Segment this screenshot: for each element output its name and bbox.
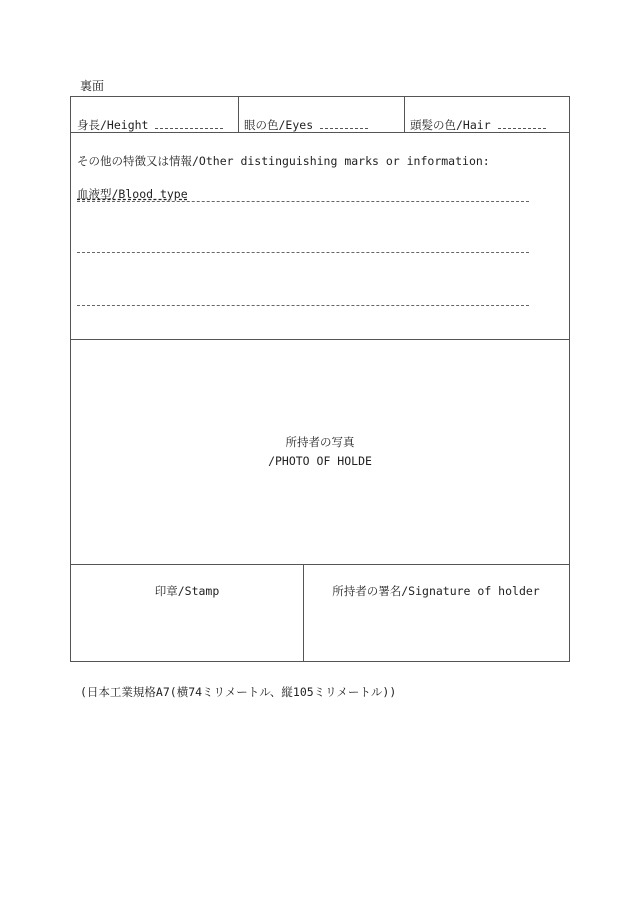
signature-label: 所持者の署名/Signature of holder [332,584,540,598]
photo-caption-en: /PHOTO OF HOLDE [268,454,372,468]
hair-blank[interactable] [498,118,546,129]
other-info-label: その他の特徴又は情報/Other distinguishing marks or information: [77,154,490,168]
height-label: 身長/Height [77,118,149,132]
blood-type-label: 血液型/Blood type [77,187,188,201]
divider-stamp-signature [303,564,304,661]
eyes-field[interactable] [244,117,368,133]
divider-height-eyes [238,97,239,132]
divider-eyes-hair [404,97,405,132]
hair-label: 頭髪の色/Hair [410,118,491,132]
divider-other [71,339,569,340]
hair-field[interactable] [410,117,546,133]
blood-type-blank[interactable] [77,201,529,202]
card-form [70,96,570,662]
other-info-blank-2[interactable] [77,305,529,306]
stamp-label: 印章/Stamp [154,584,220,598]
height-blank[interactable] [155,118,223,129]
back-side-label: 裏面 [80,79,105,93]
size-note: (日本工業規格A7(横74ミリメートル、縦105ミリメートル)) [80,685,397,699]
height-field[interactable] [77,117,223,133]
other-info-blank-1[interactable] [77,252,529,253]
eyes-label: 眼の色/Eyes [244,118,314,132]
eyes-blank[interactable] [320,118,368,129]
divider-photo [71,564,569,565]
photo-caption-jp: 所持者の写真 [285,435,355,449]
